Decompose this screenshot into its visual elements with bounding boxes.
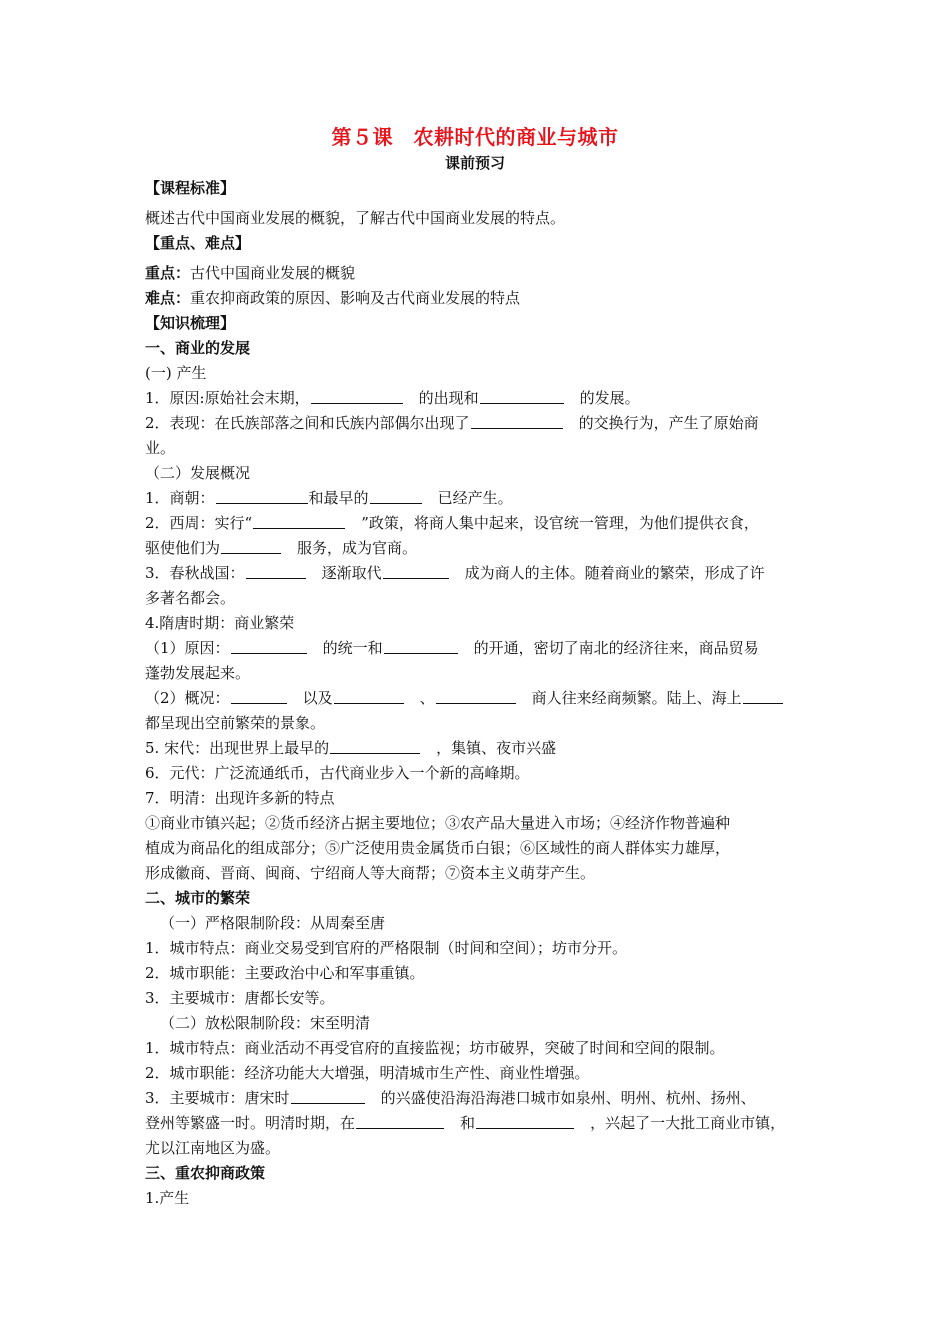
text-segment: 逐渐取代	[321, 564, 382, 582]
relaxed-main-city-end: 尤以江南地区为盛。	[145, 1139, 281, 1157]
fill-blank[interactable]	[330, 739, 420, 754]
text-segment: 2．西周：实行“	[145, 514, 253, 532]
fill-blank[interactable]	[231, 689, 287, 704]
text-segment: 和	[460, 1114, 476, 1132]
text-segment: 服务，成为官商。	[297, 539, 418, 557]
sui-tang-overview-line	[145, 688, 784, 708]
fill-blank[interactable]	[436, 689, 516, 704]
section1-sub-development: （二）发展概况	[145, 464, 251, 482]
lesson-title: 第５课 农耕时代的商业与城市	[331, 125, 619, 149]
relaxed-city-function: 2．城市职能：经济功能大大增强，明清城市生产性、商业性增强。	[145, 1064, 590, 1082]
key-points-heading: 【重点、难点】	[145, 234, 251, 252]
text-segment: 的出现和	[418, 389, 479, 407]
key-point-label: 重点：	[145, 264, 191, 282]
text-segment: （1）原因：	[145, 639, 230, 657]
text-segment: ，兴起了一大批工商业市镇，	[590, 1114, 786, 1132]
text-segment: 登州等繁盛一时。明清时期，在	[145, 1114, 356, 1132]
fill-blank[interactable]	[221, 539, 281, 554]
sui-tang-overview-cont: 都呈现出空前繁荣的景象。	[145, 714, 326, 732]
text-segment: 以及	[302, 689, 333, 707]
fill-blank[interactable]	[476, 1114, 574, 1129]
fill-blank[interactable]	[471, 414, 563, 429]
fill-blank[interactable]	[253, 514, 345, 529]
fill-blank[interactable]	[480, 389, 564, 404]
text-segment: 1．原因:原始社会末期，	[145, 389, 310, 407]
section3-heading: 三、重农抑商政策	[145, 1164, 266, 1182]
western-zhou-line	[145, 513, 759, 533]
relaxed-city-feature: 1．城市特点：商业活动不再受官府的直接监视；坊市破界，突破了时间和空间的限制。	[145, 1039, 725, 1057]
fill-blank[interactable]	[291, 1089, 365, 1104]
text-segment: 的统一和	[322, 639, 383, 657]
section1-heading: 一、商业的发展	[145, 339, 251, 357]
text-segment: 的开通，密切了南北的经济往来，商品贸易	[473, 639, 759, 657]
text-segment: （2）概况：	[145, 689, 230, 707]
text-segment: 和最早的	[308, 489, 369, 507]
difficult-point-line	[145, 288, 520, 308]
text-segment: 3．春秋战国：	[145, 564, 245, 582]
relaxed-main-city-cont	[145, 1113, 785, 1133]
origin-cause-line	[145, 388, 640, 408]
yuan-line: 6．元代：广泛流通纸币，古代商业步入一个新的高峰期。	[145, 764, 530, 782]
knowledge-heading: 【知识梳理】	[145, 314, 236, 332]
origin-manifest-cont: 业。	[145, 439, 176, 457]
ming-qing-features-1: ①商业市镇兴起；②货币经济占据主要地位；③农产品大量进入市场；④经济作物普遍种	[145, 814, 731, 832]
text-segment: 已经产生。	[437, 489, 513, 507]
text-segment: 的兴盛使沿海沿海港口城市如泉州、明州、杭州、扬州、	[380, 1089, 756, 1107]
text-segment: 3．主要城市：唐宋时	[145, 1089, 290, 1107]
text-segment: 的交换行为，产生了原始商	[578, 414, 759, 432]
relaxed-main-city	[145, 1088, 756, 1108]
strict-city-feature: 1．城市特点：商业交易受到官府的严格限制（时间和空间）；坊市分开。	[145, 939, 628, 957]
spring-autumn-line	[145, 563, 765, 583]
fill-blank[interactable]	[246, 564, 306, 579]
song-line	[145, 738, 556, 758]
text-segment: ”政策，将商人集中起来，设官统一管理，为他们提供衣食，	[361, 514, 759, 532]
text-segment: 的发展。	[579, 389, 640, 407]
spring-autumn-cont: 多著名都会。	[145, 589, 236, 607]
key-point-line	[145, 263, 355, 283]
western-zhou-cont	[145, 538, 417, 558]
fill-blank[interactable]	[743, 689, 783, 704]
section3-origin: 1.产生	[145, 1189, 190, 1207]
ming-qing-line: 7．明清：出现许多新的特点	[145, 789, 335, 807]
fill-blank[interactable]	[370, 489, 422, 504]
shang-line	[145, 488, 513, 508]
fill-blank[interactable]	[216, 489, 308, 504]
course-standard-heading: 【课程标准】	[145, 179, 236, 197]
section2-sub-strict: （一）严格限制阶段：从周秦至唐	[160, 914, 386, 932]
difficult-point-text: 重农抑商政策的原因、影响及古代商业发展的特点	[190, 289, 521, 307]
fill-blank[interactable]	[384, 639, 458, 654]
fill-blank[interactable]	[356, 1114, 444, 1129]
fill-blank[interactable]	[231, 639, 307, 654]
key-point-text: 古代中国商业发展的概貌	[190, 264, 356, 282]
text-segment: 驱使他们为	[145, 539, 221, 557]
fill-blank[interactable]	[311, 389, 403, 404]
section2-sub-relaxed: （二）放松限制阶段：宋至明清	[160, 1014, 371, 1032]
course-standard-text: 概述古代中国商业发展的概貌，了解古代中国商业发展的特点。	[145, 209, 566, 227]
section2-heading: 二、城市的繁荣	[145, 889, 251, 907]
fill-blank[interactable]	[383, 564, 449, 579]
lesson-subtitle: 课前预习	[444, 154, 505, 172]
sui-tang-cause-line	[145, 638, 759, 658]
ming-qing-features-2: 植成为商品化的组成部分；⑤广泛使用贵金属货币白银；⑥区域性的商人群体实力雄厚，	[145, 839, 731, 857]
ming-qing-features-3: 形成徽商、晋商、闽商、宁绍商人等大商帮；⑦资本主义萌芽产生。	[145, 864, 596, 882]
text-segment: 5. 宋代：出现世界上最早的	[145, 739, 330, 757]
origin-manifest-line	[145, 413, 759, 433]
difficult-point-label: 难点：	[145, 289, 191, 307]
text-segment: 成为商人的主体。随着商业的繁荣，形成了许	[464, 564, 765, 582]
text-segment: 、	[419, 689, 435, 707]
sui-tang-cause-cont: 蓬勃发展起来。	[145, 664, 251, 682]
strict-main-city: 3．主要城市：唐都长安等。	[145, 989, 335, 1007]
sui-tang-line: 4.隋唐时期：商业繁荣	[145, 614, 295, 632]
text-segment: ，集镇、夜市兴盛	[436, 739, 557, 757]
text-segment: 1．商朝：	[145, 489, 215, 507]
section1-sub-origin: (一) 产生	[145, 364, 207, 382]
fill-blank[interactable]	[334, 689, 404, 704]
strict-city-function: 2．城市职能：主要政治中心和军事重镇。	[145, 964, 425, 982]
text-segment: 2．表现：在氏族部落之间和氏族内部偶尔出现了	[145, 414, 470, 432]
text-segment: 商人往来经商频繁。陆上、海上	[531, 689, 742, 707]
